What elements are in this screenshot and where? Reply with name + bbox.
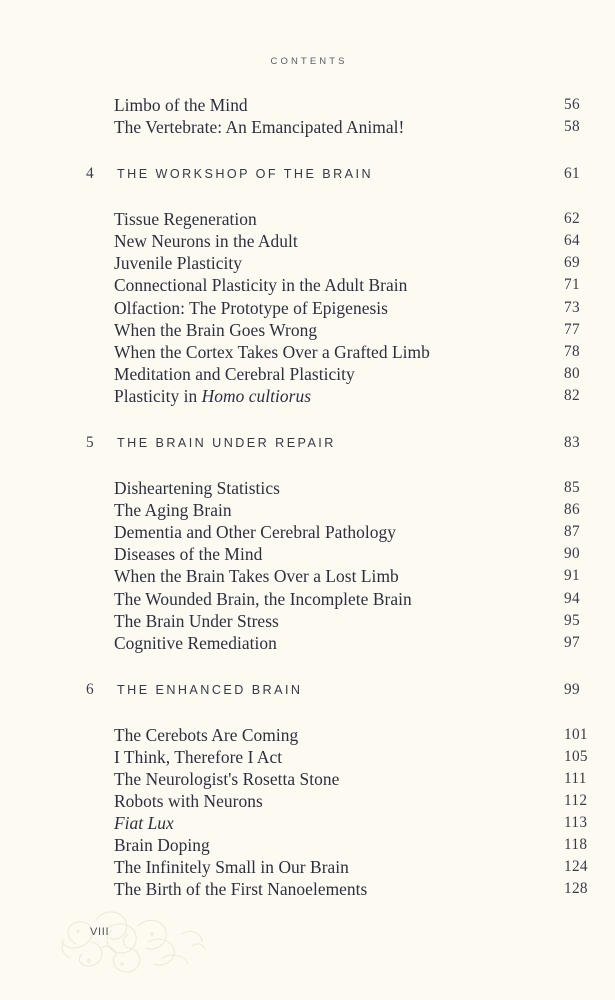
toc-entry-page-number: 78 <box>564 342 580 360</box>
toc-entry-title: When the Cortex Takes Over a Grafted Limb <box>114 341 430 362</box>
toc-entry-row[interactable] <box>0 521 615 543</box>
toc-entry-title: The Wounded Brain, the Incomplete Brain <box>114 588 412 609</box>
toc-chapter-number: 5 <box>86 434 94 452</box>
toc-entry-page-number: 90 <box>564 545 580 563</box>
toc-entry-row[interactable] <box>0 834 615 856</box>
toc-entry-title-italic: Homo cultiorus <box>201 385 312 406</box>
toc-entry-title: The Brain Under Stress <box>114 610 279 631</box>
toc-chapter-page-number: 61 <box>564 165 580 183</box>
section-gap <box>0 703 615 724</box>
section-gap <box>0 407 615 430</box>
toc-entry-row[interactable] <box>0 499 615 521</box>
toc-entry-page-number: 128 <box>564 880 588 898</box>
toc-entry-page-number: 118 <box>564 836 588 854</box>
toc-entry-page-number: 56 <box>564 96 580 113</box>
toc-entry-page-number: 71 <box>564 276 580 294</box>
toc-entry-title: Cognitive Remediation <box>114 632 277 653</box>
toc-entry-row[interactable] <box>0 724 615 746</box>
toc-entry-row[interactable] <box>0 297 615 319</box>
folio-block <box>52 898 212 982</box>
toc-entry-title: The Neurologist's Rosetta Stone <box>114 768 340 789</box>
toc-entry-page-number: 112 <box>564 792 588 810</box>
toc-entry-row[interactable] <box>0 790 615 812</box>
toc-entry-page-number: 69 <box>564 254 580 272</box>
toc-entry-page-number: 58 <box>564 118 580 136</box>
toc-entry-row[interactable] <box>0 812 615 834</box>
toc-entry-page-number: 86 <box>564 501 580 519</box>
toc-chapter-title: THE ENHANCED BRAIN <box>117 682 303 697</box>
toc-entry-title: Juvenile Plasticity <box>114 253 242 274</box>
toc-entry-page-number: 124 <box>564 858 588 876</box>
toc-entry-title-italic: Fiat Lux <box>114 813 174 834</box>
toc-entry-title: Disheartening Statistics <box>114 478 280 499</box>
table-of-contents <box>0 94 615 901</box>
toc-entry-title: Meditation and Cerebral Plasticity <box>114 363 355 384</box>
toc-entry-title: Connectional Plasticity in the Adult Brain <box>114 275 408 296</box>
toc-entry-row[interactable] <box>0 116 615 138</box>
toc-entry-row[interactable] <box>0 477 615 499</box>
toc-entry-row[interactable] <box>0 768 615 790</box>
toc-chapter-row[interactable] <box>0 430 615 456</box>
toc-chapter-row[interactable] <box>0 161 615 187</box>
toc-entry-page-number: 101 <box>564 725 588 743</box>
toc-entry-row[interactable] <box>0 94 615 116</box>
toc-entry-title: Limbo of the Mind <box>114 95 248 115</box>
toc-entry-row[interactable] <box>0 319 615 341</box>
toc-entry-title <box>114 812 174 834</box>
toc-entry-row[interactable] <box>0 610 615 632</box>
toc-entry-row[interactable] <box>0 543 615 565</box>
toc-entry-title: Diseases of the Mind <box>114 544 263 565</box>
toc-entry-title: I Think, Therefore I Act <box>114 746 283 767</box>
toc-entry-page-number: 62 <box>564 210 580 228</box>
toc-chapter-page-number: 99 <box>564 680 580 698</box>
toc-chapter-row[interactable] <box>0 677 615 703</box>
toc-entry-row[interactable] <box>0 208 615 230</box>
toc-entry-row[interactable] <box>0 363 615 385</box>
toc-chapter-number: 6 <box>86 680 94 698</box>
toc-entry-row[interactable] <box>0 632 615 654</box>
section-gap <box>0 456 615 477</box>
section-gap <box>0 138 615 161</box>
toc-entry-page-number: 91 <box>564 567 580 585</box>
toc-entry-row[interactable] <box>0 274 615 296</box>
toc-entry-page-number: 105 <box>564 747 588 765</box>
toc-chapter-page-number: 83 <box>564 434 580 452</box>
toc-entry-row[interactable] <box>0 565 615 587</box>
toc-entry-title: Olfaction: The Prototype of Epigenesis <box>114 297 388 318</box>
toc-chapter-number: 4 <box>86 165 94 183</box>
toc-entry-page-number: 95 <box>564 611 580 629</box>
toc-entry-title: New Neurons in the Adult <box>114 231 298 252</box>
toc-entry-page-number: 73 <box>564 298 580 316</box>
toc-entry-page-number: 85 <box>564 479 580 497</box>
flourish-ornament <box>52 898 212 982</box>
toc-entry-page-number: 97 <box>564 633 580 651</box>
toc-entry-row[interactable] <box>0 252 615 274</box>
section-gap <box>0 187 615 208</box>
toc-entry-row[interactable] <box>0 856 615 878</box>
toc-entry-title: The Vertebrate: An Emancipated Animal! <box>114 117 405 138</box>
toc-entry-page-number: 111 <box>564 769 587 787</box>
toc-entry-page-number: 80 <box>564 364 580 382</box>
toc-entry-title: Dementia and Other Cerebral Pathology <box>114 522 396 543</box>
toc-entry-row[interactable] <box>0 588 615 610</box>
running-head: CONTENTS <box>270 56 348 67</box>
toc-entry-page-number: 87 <box>564 523 580 541</box>
toc-entry-page-number: 64 <box>564 232 580 250</box>
folio-page-number: VIII <box>90 926 110 938</box>
toc-entry-title: Brain Doping <box>114 835 210 856</box>
toc-entry-page-number: 77 <box>564 320 580 338</box>
toc-chapter-title: THE WORKSHOP OF THE BRAIN <box>117 167 374 182</box>
toc-entry-row[interactable] <box>0 230 615 252</box>
toc-entry-title: When the Brain Takes Over a Lost Limb <box>114 566 399 587</box>
toc-entry-title: Plasticity in Homo cultiorus <box>114 385 312 406</box>
toc-entry-title: When the Brain Goes Wrong <box>114 319 318 340</box>
section-gap <box>0 654 615 677</box>
toc-entry-page-number: 82 <box>564 386 580 404</box>
toc-entry-title: The Cerebots Are Coming <box>114 724 299 745</box>
toc-entry-page-number: 113 <box>564 814 588 832</box>
toc-entry-row[interactable] <box>0 341 615 363</box>
toc-entry-page-number: 94 <box>564 589 580 607</box>
toc-entry-title: The Infinitely Small in Our Brain <box>114 857 349 878</box>
toc-chapter-title: THE BRAIN UNDER REPAIR <box>117 436 336 451</box>
toc-entry-title: The Aging Brain <box>114 500 232 521</box>
toc-entry-title: Tissue Regeneration <box>114 209 257 230</box>
toc-entry-row[interactable] <box>0 746 615 768</box>
toc-entry-title: The Birth of the First Nanoelements <box>114 879 368 900</box>
toc-entry-row[interactable] <box>0 385 615 407</box>
toc-entry-title: Robots with Neurons <box>114 791 263 812</box>
